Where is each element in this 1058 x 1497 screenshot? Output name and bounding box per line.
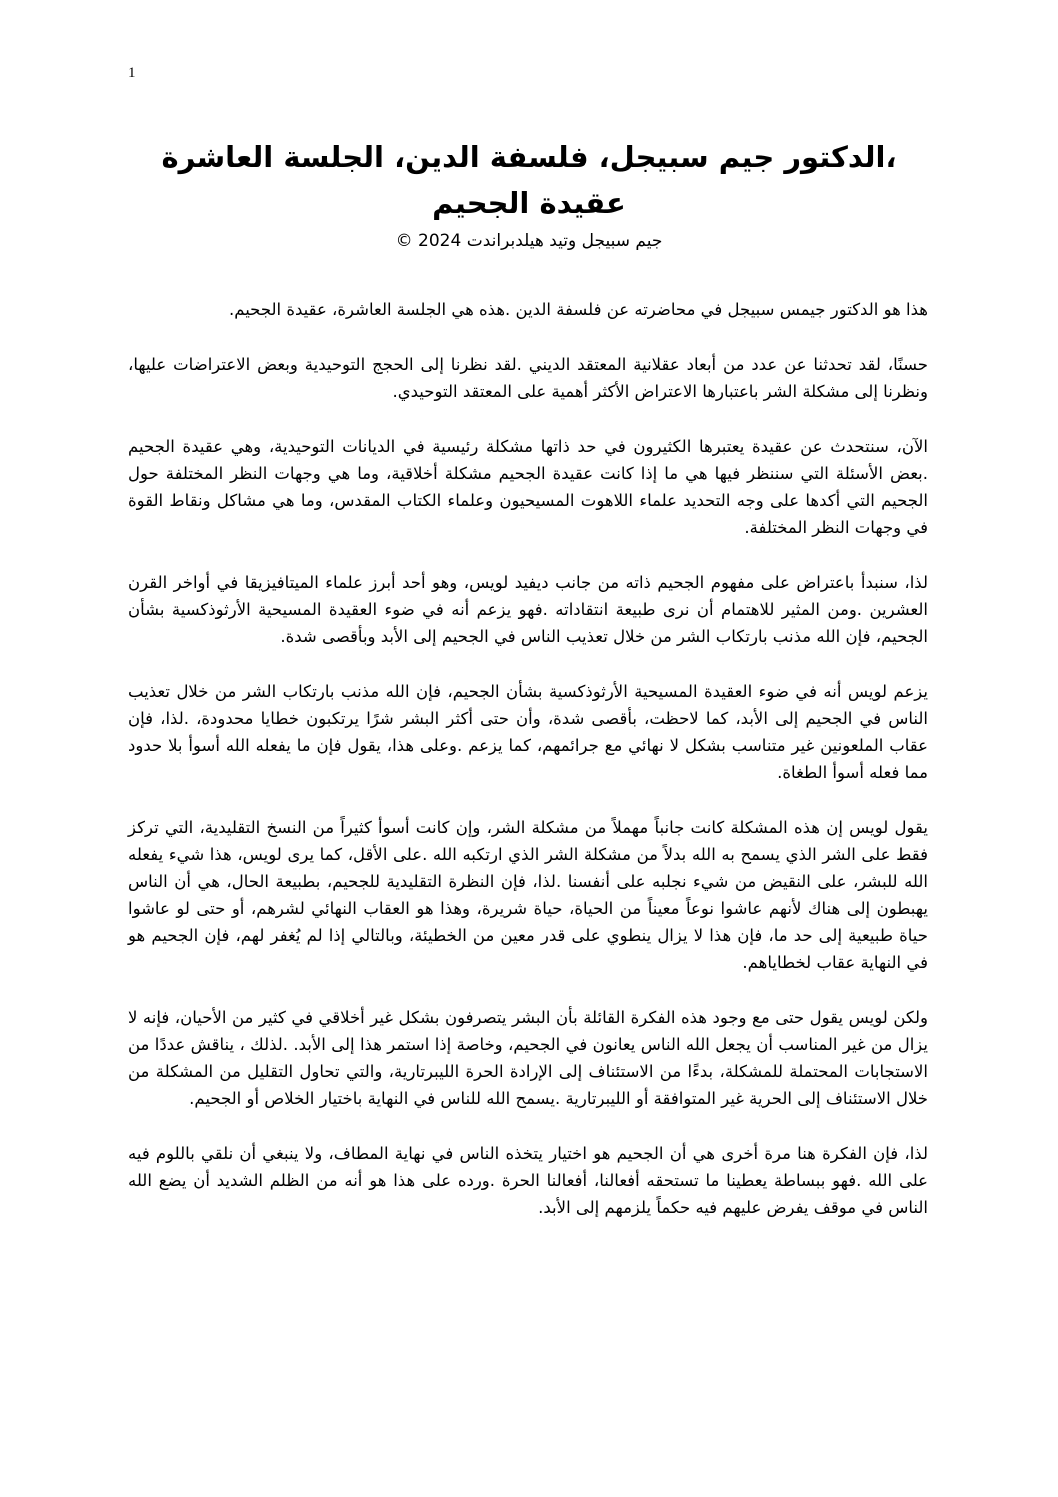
document-header: [110, 134, 948, 254]
paragraph-6: يقول لويس إن هذه المشكلة كانت جانباً مهملاً من مشكلة الشر، وإن كانت أسوأ كثيراً من النسخ التقليدية، التي تركز فقط على الشر الذي يسمح به الله بدلاً من مشكلة الشر الذي ارتكبه الله .على الأقل، كما يرى لويس، هذا شيء يفعله الله للبشر، على النقيض من شيء نجلبه على أنفسنا .لذا، فإن النظرة التقليدية للجحيم، بطبيعة الحال، هي أن الناس يهبطون إلى هناك لأنهم عاشوا نوعاً معيناً من الحياة، حياة شريرة، وهذا هو العقاب النهائي لشرهم، أو حتى لو عاشوا حياة طبيعية إلى حد ما، فإن هذا لا يزال ينطوي على قدر معين من الخطيئة، وبالتالي إذا لم يُغفر لهم، فإن الجحيم هو في النهاية عقاب لخطاياهم.: [128, 818, 928, 972]
paragraph-7: ولكن لويس يقول حتى مع وجود هذه الفكرة القائلة بأن البشر يتصرفون بشكل غير أخلاقي في كثير من الأحيان، فإنه لا يزال من غير المناسب أن يجعل الله الناس يعانون في الجحيم، وخاصة إذا استمر هذا إلى الأبد. .لذلك ، يناقش عددًا من الاستجابات المحتملة للمشكلة، بدءًا من الاستئناف إلى الإرادة الحرة الليبرتارية، والتي تحاول التقليل من المشكلة من خلال الاستئناف إلى الحرية غير المتوافقة أو الليبرتارية .يسمح الله للناس في النهاية باختيار الخلاص أو الجحيم.: [128, 1008, 928, 1108]
document-title-line-1: ،الدكتور جيم سبيجل، فلسفة الدين، الجلسة العاشرة: [161, 140, 897, 174]
copyright-line: جيم سبيجل وتيد هيلدبراندت 2024 ©: [395, 231, 663, 251]
paragraph-5: يزعم لويس أنه في ضوء العقيدة المسيحية الأرثوذكسية بشأن الجحيم، فإن الله مذنب بارتكاب الشر من خلال تعذيب الناس في الجحيم إلى الأبد، كما لاحظت، بأقصى شدة، وأن حتى أكثر البشر شرًا يرتكبون خطايا محدودة، .لذا، فإن عقاب الملعونين غير متناسب بشكل لا نهائي مع جرائمهم، كما يزعم .وعلى هذا، يقول فإن ما يفعله الله أسوأ بلا حدود مما فعله أسوأ الطغاة.: [128, 682, 928, 782]
paragraph-8: لذا، فإن الفكرة هنا مرة أخرى هي أن الجحيم هو اختيار يتخذه الناس في نهاية المطاف، ولا ينبغي أن نلقي باللوم فيه على الله .فهو ببساطة يعطينا ما تستحقه أفعالنا، أفعالنا الحرة .ورده على هذا هو أنه من الظلم الشديد أن يضع الله الناس في موقف يفرض عليهم فيه حكماً يلزمهم إلى الأبد.: [128, 1144, 928, 1217]
paragraph-3: الآن، سنتحدث عن عقيدة يعتبرها الكثيرون في حد ذاتها مشكلة رئيسية في الديانات التوحيدية، وهي عقيدة الجحيم .بعض الأسئلة التي سننظر فيها هي ما إذا كانت عقيدة الجحيم مشكلة أخلاقية، وما هي وجهات النظر المختلفة حول الجحيم التي أكدها على وجه التحديد علماء اللاهوت المسيحيون وعلماء الكتاب المقدس، وما هي مشاكل ونقاط القوة في وجهات النظر المختلفة.: [128, 437, 928, 537]
document-body: [128, 296, 928, 1249]
document-title-line-2: عقيدة الجحيم: [432, 186, 626, 220]
paragraph-2: حسنًا، لقد تحدثنا عن عدد من أبعاد عقلانية المعتقد الديني .لقد نظرنا إلى الحجج التوحيدية وبعض الاعتراضات عليها، ونظرنا إلى مشكلة الشر باعتبارها الاعتراض الأكثر أهمية على المعتقد التوحيدي.: [128, 355, 928, 401]
paragraph-1: هذا هو الدكتور جيمس سبيجل في محاضرته عن فلسفة الدين .هذه هي الجلسة العاشرة، عقيدة الجحيم.: [228, 300, 928, 319]
page-number: 1: [128, 65, 136, 81]
paragraph-4: لذا، سنبدأ باعتراض على مفهوم الجحيم ذاته من جانب ديفيد لويس، وهو أحد أبرز علماء الميتافيزيقا في أواخر القرن العشرين .ومن المثير للاهتمام أن نرى طبيعة انتقاداته .فهو يزعم أنه في ضوء العقيدة المسيحية الأرثوذكسية بشأن الجحيم، فإن الله مذنب بارتكاب الشر من خلال تعذيب الناس في الجحيم إلى الأبد وبأقصى شدة.: [128, 573, 928, 646]
